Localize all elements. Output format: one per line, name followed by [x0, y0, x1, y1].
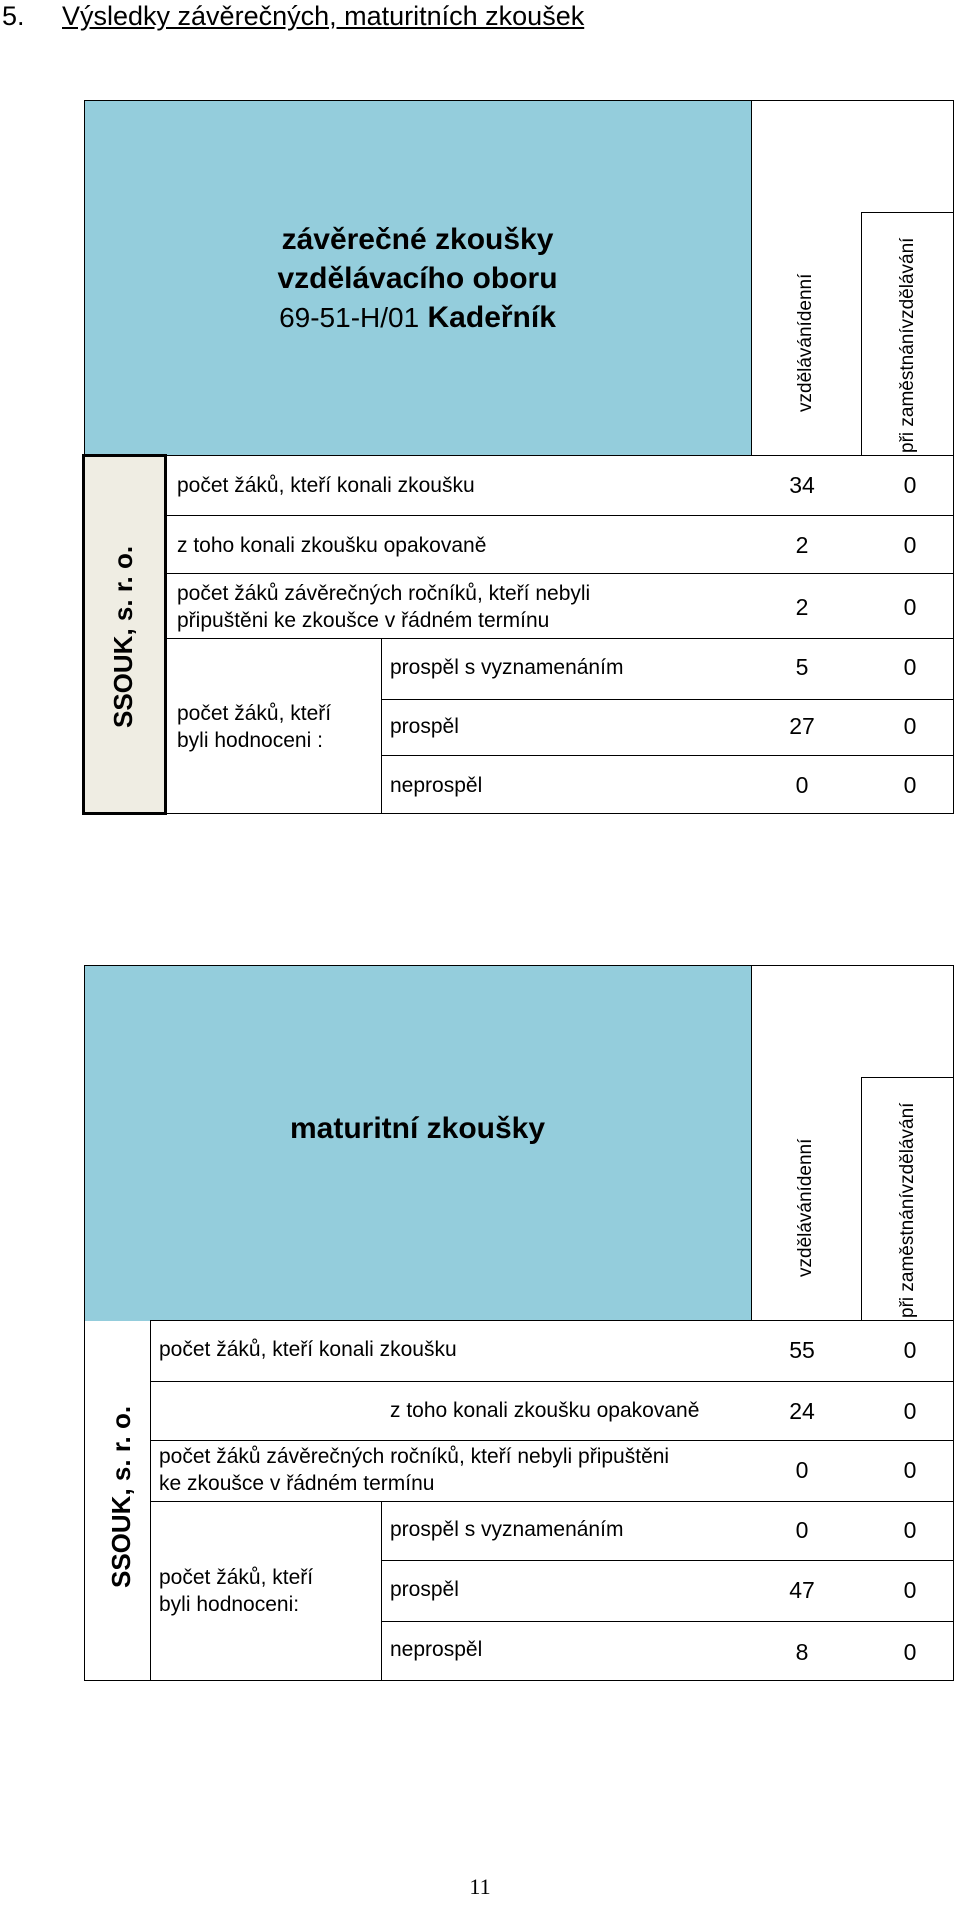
row-label: neprospěl: [390, 774, 483, 797]
graded-label-line-1: počet žáků, kteří: [159, 1566, 314, 1589]
row-label: z toho konali zkoušku opakovaně: [390, 1399, 700, 1422]
value-work: 0: [903, 472, 917, 498]
section-number: 5.: [2, 1, 25, 31]
field-name: Kadeřník: [427, 301, 556, 334]
school-label: SSOUK, s. r. o.: [106, 1405, 136, 1588]
row-label: počet žáků, kteří konali zkoušku: [177, 474, 475, 497]
value-work: 0: [903, 1337, 917, 1363]
value-day: 47: [789, 1577, 815, 1603]
row-label-line-2: ke zkoušce v řádném termínu: [159, 1472, 435, 1495]
row-label: prospěl: [390, 715, 459, 738]
value-work: 0: [903, 1517, 917, 1543]
row-label-line-2: připuštěni ke zkoušce v řádném termínu: [177, 609, 550, 632]
row-label-line-1: počet žáků závěrečných ročníků, kteří nebyli: [177, 582, 591, 605]
row-label: prospěl: [390, 1578, 459, 1601]
value-work: 0: [903, 772, 917, 798]
value-day: 2: [795, 532, 809, 558]
column-header-day: vzdělávánídenní: [795, 1138, 816, 1277]
value-work: 0: [903, 713, 917, 739]
page-number: 11: [469, 1874, 491, 1899]
section-title: Výsledky závěrečných, maturitních zkoušek: [62, 1, 585, 31]
value-work: 0: [903, 1577, 917, 1603]
row-label-line-1: počet žáků závěrečných ročníků, kteří nebyli připuštěni: [159, 1445, 670, 1468]
column-header-work: při zaměstnánívzdělávání: [897, 1102, 918, 1318]
final-exam-header: [84, 220, 751, 337]
header-line-1: závěrečné zkoušky: [281, 223, 554, 256]
column-header-day: vzdělávánídenní: [795, 273, 816, 412]
row-label: prospěl s vyznamenáním: [390, 1518, 624, 1541]
value-day: 55: [789, 1337, 815, 1363]
value-day: 27: [789, 713, 815, 739]
value-day: 5: [795, 654, 809, 680]
value-work: 0: [903, 654, 917, 680]
row-label: počet žáků, kteří konali zkoušku: [159, 1338, 457, 1361]
row-label: z toho konali zkoušku opakovaně: [177, 534, 487, 557]
graded-label-line-1: počet žáků, kteří: [177, 702, 332, 725]
value-day: 24: [789, 1398, 815, 1424]
graded-label-line-2: byli hodnoceni :: [177, 729, 323, 752]
section-heading: [0, 0, 584, 32]
field-code: 69-51-H/01: [279, 302, 420, 333]
value-day: 34: [789, 472, 815, 498]
value-work: 0: [903, 1457, 917, 1483]
row-label: prospěl s vyznamenáním: [390, 656, 624, 679]
graded-label-line-2: byli hodnoceni:: [159, 1593, 300, 1616]
value-day: 0: [795, 1457, 809, 1483]
school-label: SSOUK, s. r. o.: [108, 545, 138, 728]
value-work: 0: [903, 532, 917, 558]
value-day: 0: [795, 772, 809, 798]
matura-header: maturitní zkoušky: [289, 1112, 546, 1145]
value-work: 0: [903, 594, 917, 620]
value-work: 0: [903, 1639, 917, 1665]
value-day: 0: [795, 1517, 809, 1543]
header-line-2: vzdělávacího oboru: [277, 262, 558, 295]
column-header-work: při zaměstnánívzdělávání: [897, 237, 918, 453]
value-work: 0: [903, 1398, 917, 1424]
value-day: 2: [795, 594, 809, 620]
row-label: neprospěl: [390, 1638, 483, 1661]
value-day: 8: [795, 1639, 809, 1665]
